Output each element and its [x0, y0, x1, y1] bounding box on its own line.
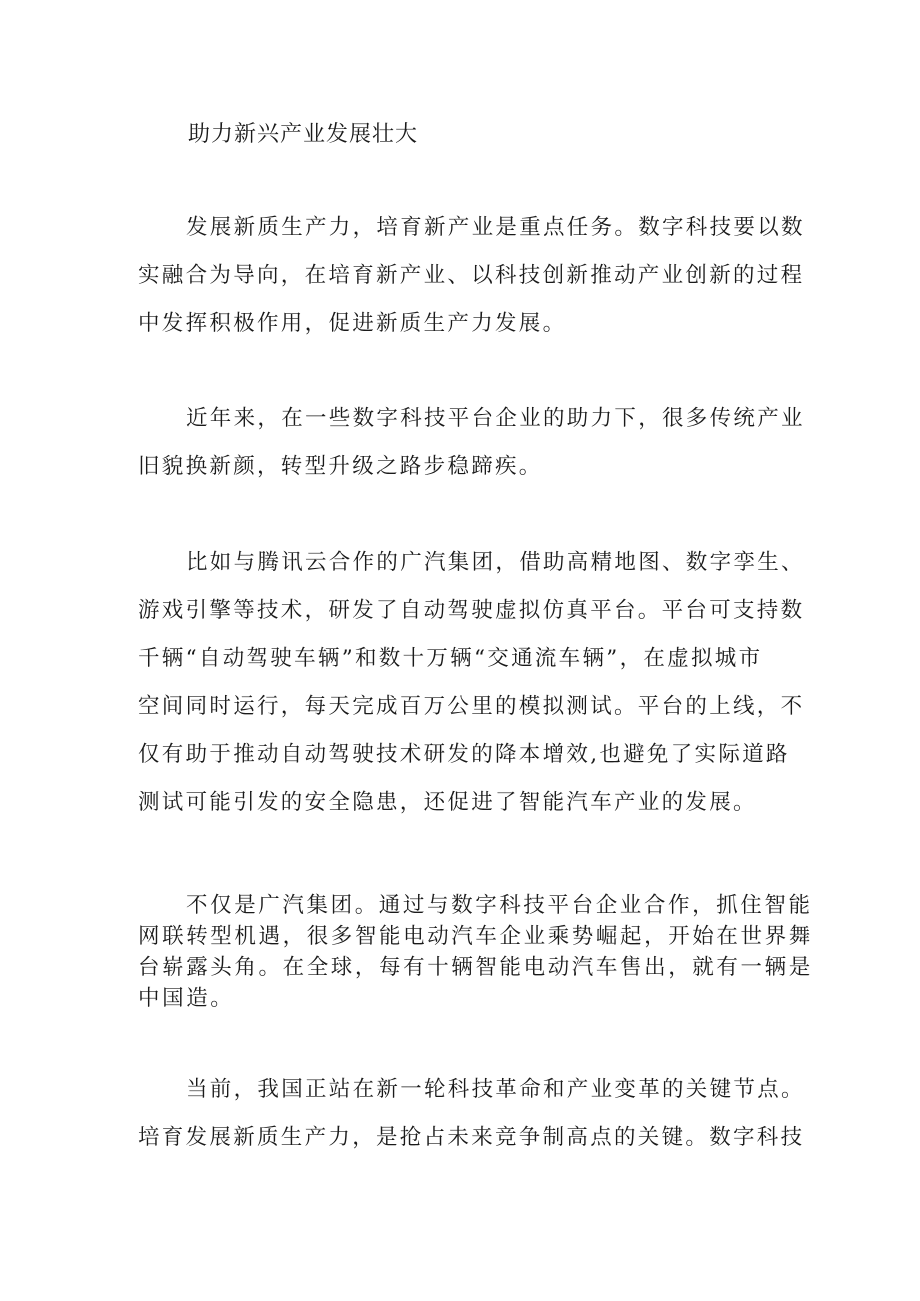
- paragraph-digital-integration: [138, 204, 805, 348]
- text-line: 培育发展新质生产力，是抢占未来竞争制高点的关键。数字科技: [138, 1125, 805, 1150]
- text-line: 发展新质生产力，培育新产业是重点任务。数字科技要以数: [186, 215, 805, 240]
- section-heading: 助力新兴产业发展壮大: [188, 122, 419, 147]
- text-line: 千辆“自动驾驶车辆”和数十万辆“交通流车辆”，在虚拟城市: [138, 646, 763, 671]
- paragraph-traditional-industry: [138, 395, 805, 491]
- text-line: 中国造。: [138, 986, 235, 1011]
- text-line: 实融合为导向，在培育新产业、以科技创新推动产业创新的过程: [138, 263, 805, 288]
- text-line: 台崭露头角。在全球，每有十辆智能电动汽车售出，就有一辆是: [138, 955, 813, 980]
- text-line: 当前，我国正站在新一轮科技革命和产业变革的关键节点。: [186, 1077, 805, 1102]
- text-line: 比如与腾讯云合作的广汽集团，借助高精地图、数字孪生、: [186, 550, 805, 575]
- text-line: 游戏引擎等技术，研发了自动驾驶虚拟仿真平台。平台可支持数: [138, 598, 805, 623]
- paragraph-current-situation: [138, 1066, 805, 1162]
- text-line: 中发挥积极作用，促进新质生产力发展。: [138, 311, 567, 336]
- text-line: 不仅是广汽集团。通过与数字科技平台企业合作，抓住智能: [186, 893, 813, 918]
- paragraph-gac-example: [138, 539, 805, 827]
- text-line: 空间同时运行，每天完成百万公里的模拟测试。平台的上线，不: [138, 694, 805, 719]
- text-line: 测试可能引发的安全隐患，还促进了智能汽车产业的发展。: [138, 790, 757, 815]
- text-line: 近年来，在一些数字科技平台企业的助力下，很多传统产业: [186, 406, 805, 431]
- text-line: 网联转型机遇，很多智能电动汽车企业乘势崛起，开始在世界舞: [138, 924, 813, 949]
- text-line: 旧貌换新颜，转型升级之路步稳蹄疾。: [138, 454, 543, 479]
- paragraph-ev-companies: [138, 890, 813, 1014]
- text-line: 仅有助于推动自动驾驶技术研发的降本增效,也避免了实际道路: [138, 742, 790, 767]
